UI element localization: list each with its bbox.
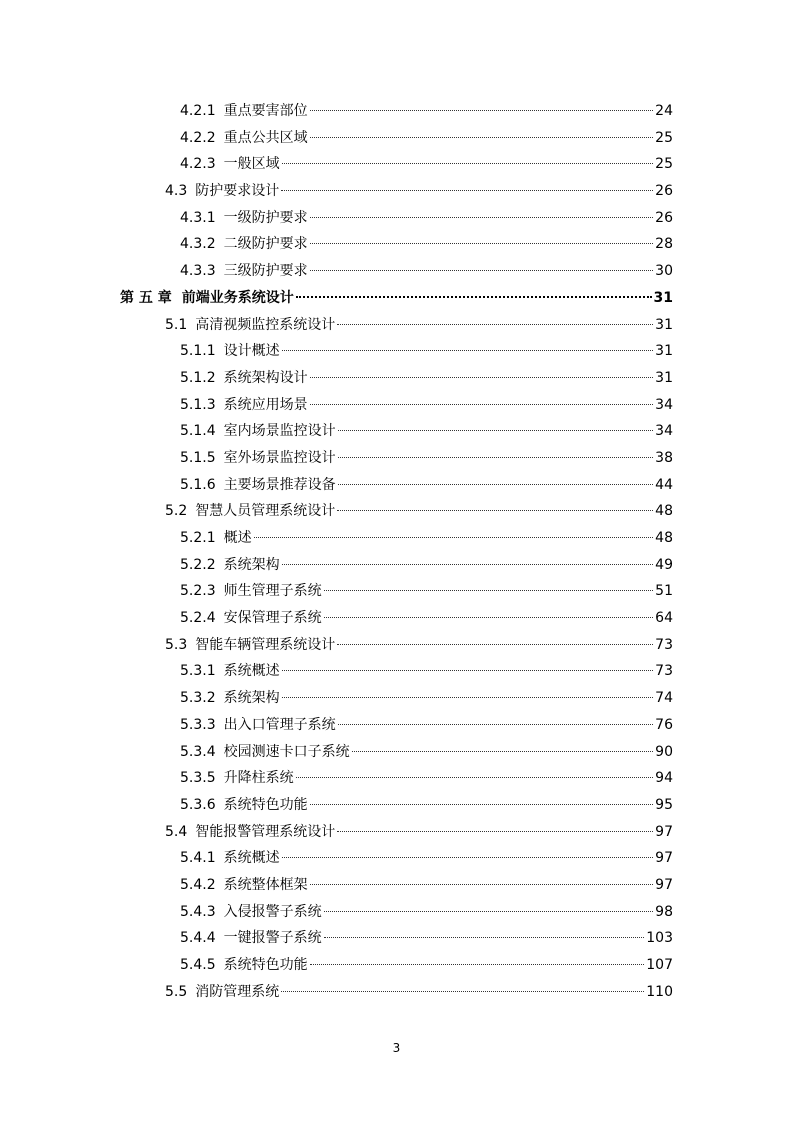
toc-entry-number: 5.1.1: [180, 343, 216, 360]
toc-entry-page: 98: [655, 903, 673, 920]
toc-entry-number: 5.3: [165, 636, 188, 653]
toc-entry-title: 安保管理子系统: [223, 610, 322, 627]
toc-entry-number: 5.1.6: [180, 476, 216, 493]
dot-leader: [310, 137, 654, 138]
toc-entry[interactable]: [0, 205, 793, 232]
toc-entry-number: 5.1.3: [180, 396, 216, 413]
toc-entry-number: 4.3.1: [180, 209, 216, 226]
toc-entry-page: 31: [655, 369, 673, 386]
toc-entry-title: 系统架构: [223, 556, 280, 573]
toc-entry-title: 系统应用场景: [223, 396, 308, 413]
toc-entry-title: 出入口管理子系统: [223, 716, 336, 733]
toc-entry-number: 5.2.2: [180, 556, 216, 573]
toc-entry-page: 38: [655, 449, 673, 466]
toc-entry-page: 28: [655, 236, 673, 253]
dot-leader: [310, 964, 645, 965]
toc-entry-page: 30: [655, 263, 673, 280]
toc-entry-page: 73: [655, 636, 673, 653]
toc-entry-title: 防护要求设计: [195, 183, 280, 200]
toc-entry-number: 5.3.1: [180, 663, 216, 680]
toc-entry-page: 73: [655, 663, 673, 680]
toc-entry-title: 系统架构: [223, 690, 280, 707]
toc-entry[interactable]: [0, 258, 793, 285]
toc-entry-title: 主要场景推荐设备: [223, 476, 336, 493]
toc-entry[interactable]: [0, 498, 793, 525]
toc-entry-page: 103: [646, 930, 673, 947]
toc-entry-number: 第 五 章: [120, 289, 172, 306]
toc-entry[interactable]: [0, 925, 793, 952]
toc-entry[interactable]: [0, 685, 793, 712]
toc-entry[interactable]: [0, 231, 793, 258]
toc-entry-number: 5.3.6: [180, 796, 216, 813]
toc-entry-title: 系统概述: [223, 663, 280, 680]
toc-entry-title: 系统特色功能: [223, 796, 308, 813]
toc-entry-title: 三级防护要求: [223, 263, 308, 280]
toc-entry-number: 5.4.1: [180, 850, 216, 867]
toc-entry-number: 5.4.4: [180, 930, 216, 947]
toc-entry-title: 系统架构设计: [223, 369, 308, 386]
toc-entry-page: 95: [655, 796, 673, 813]
toc-entry-number: 5.4: [165, 823, 188, 840]
toc-entry[interactable]: [0, 739, 793, 766]
dot-leader: [338, 430, 654, 431]
toc-entry-number: 5.5: [165, 983, 188, 1000]
toc-entry-page: 107: [646, 957, 673, 973]
toc-entry[interactable]: [0, 525, 793, 552]
toc-entry-title: 一键报警子系统: [223, 930, 322, 947]
toc-entry-title: 系统特色功能: [223, 957, 308, 973]
toc-entry-page: 74: [655, 690, 673, 707]
toc-entry[interactable]: [0, 312, 793, 339]
toc-entry-title: 一般区域: [223, 156, 280, 173]
toc-entry-title: 高清视频监控系统设计: [195, 316, 336, 333]
toc-entry-title: 概述: [223, 530, 252, 546]
toc-entry-title: 消防管理系统: [195, 983, 280, 1000]
toc-entry-page: 97: [655, 823, 673, 840]
dot-leader: [338, 724, 654, 725]
toc-entry[interactable]: [0, 658, 793, 685]
toc-entry[interactable]: [0, 285, 793, 312]
toc-entry-title: 前端业务系统设计: [181, 289, 294, 306]
toc-entry[interactable]: [0, 872, 793, 899]
dot-leader: [310, 377, 654, 378]
toc-entry-page: 26: [655, 183, 673, 200]
toc-entry-page: 76: [655, 716, 673, 733]
toc-entry[interactable]: [0, 552, 793, 579]
toc-entry-title: 室外场景监控设计: [223, 449, 336, 466]
dot-leader: [282, 350, 654, 351]
toc-entry-title: 智慧人员管理系统设计: [195, 503, 336, 520]
toc-entry-page: 44: [655, 476, 673, 493]
toc-entry[interactable]: [0, 445, 793, 472]
toc-entry-title: 校园测速卡口子系统: [223, 743, 350, 760]
dot-leader: [324, 617, 654, 618]
toc-entry-page: 24: [655, 103, 673, 119]
toc-entry-number: 5.1.2: [180, 369, 216, 386]
toc-entry-title: 二级防护要求: [223, 236, 308, 253]
toc-entry-number: 5.3.2: [180, 690, 216, 707]
toc-entry-title: 升降柱系统: [223, 770, 294, 787]
toc-entry-number: 5.3.3: [180, 716, 216, 733]
toc-entry-number: 5.3.5: [180, 770, 216, 787]
dot-leader: [296, 777, 654, 778]
toc-entry-page: 48: [655, 530, 673, 546]
toc-entry-page: 34: [655, 423, 673, 440]
dot-leader: [337, 831, 653, 832]
toc-entry[interactable]: [0, 365, 793, 392]
toc-entry-number: 5.2.4: [180, 610, 216, 627]
dot-leader: [337, 324, 653, 325]
toc-entry-number: 5.4.3: [180, 903, 216, 920]
dot-leader: [282, 857, 654, 858]
toc-entry-title: 智能报警管理系统设计: [195, 823, 336, 840]
toc-entry[interactable]: [0, 125, 793, 152]
toc-entry[interactable]: [0, 899, 793, 926]
dot-leader: [281, 190, 653, 191]
dot-leader: [324, 937, 645, 938]
toc-entry[interactable]: [0, 98, 793, 125]
toc-entry-title: 系统概述: [223, 850, 280, 867]
toc-entry-number: 5.4.5: [180, 957, 216, 973]
toc-entry-number: 5.4.2: [180, 876, 216, 893]
dot-leader: [296, 296, 652, 298]
toc-entry-title: 入侵报警子系统: [223, 903, 322, 920]
toc-entry-page: 51: [655, 583, 673, 600]
page-number: 3: [392, 1041, 401, 1055]
toc-entry-page: 90: [655, 743, 673, 760]
toc-entry[interactable]: [0, 845, 793, 872]
toc-entry-page: 97: [655, 850, 673, 867]
toc-entry-page: 110: [646, 983, 673, 1000]
toc-entry-number: 4.2.1: [180, 103, 216, 119]
dot-leader: [310, 270, 654, 271]
toc-entry[interactable]: [0, 792, 793, 819]
toc-entry-page: 31: [655, 343, 673, 360]
toc-entry-number: 4.3: [165, 183, 188, 200]
toc-entry[interactable]: [0, 578, 793, 605]
toc-entry-title: 智能车辆管理系统设计: [195, 636, 336, 653]
dot-leader: [282, 697, 654, 698]
dot-leader: [310, 110, 654, 111]
toc-entry[interactable]: [0, 765, 793, 792]
toc-entry-number: 4.3.3: [180, 263, 216, 280]
dot-leader: [282, 564, 654, 565]
dot-leader: [310, 404, 654, 405]
toc-entry-number: 5.1.5: [180, 449, 216, 466]
toc-entry[interactable]: [0, 819, 793, 846]
dot-leader: [337, 644, 653, 645]
toc-entry-page: 49: [655, 556, 673, 573]
toc-entry-number: 5.2.1: [180, 530, 216, 546]
dot-leader: [282, 163, 654, 164]
toc-entry-number: 5.2: [165, 503, 188, 520]
toc-entry-title: 系统整体框架: [223, 876, 308, 893]
dot-leader: [310, 243, 654, 244]
toc-entry-title: 重点公共区域: [223, 129, 308, 146]
toc-entry[interactable]: [0, 952, 793, 979]
dot-leader: [338, 484, 654, 485]
toc-entry-page: 26: [655, 209, 673, 226]
dot-leader: [310, 217, 654, 218]
toc-entry-page: 64: [655, 610, 673, 627]
dot-leader: [281, 991, 644, 992]
toc-entry-page: 34: [655, 396, 673, 413]
dot-leader: [338, 457, 654, 458]
toc-entry-title: 一级防护要求: [223, 209, 308, 226]
toc-entry-number: 4.2.3: [180, 156, 216, 173]
dot-leader: [324, 590, 654, 591]
dot-leader: [310, 804, 654, 805]
toc-entry-title: 师生管理子系统: [223, 583, 322, 600]
toc-entry-page: 25: [655, 129, 673, 146]
toc-entry-number: 5.3.4: [180, 743, 216, 760]
toc-entry[interactable]: [0, 712, 793, 739]
dot-leader: [337, 510, 653, 511]
toc-entry[interactable]: [0, 632, 793, 659]
toc-entry-number: 4.3.2: [180, 236, 216, 253]
toc-entry-title: 设计概述: [223, 343, 280, 360]
toc-entry[interactable]: [0, 472, 793, 499]
toc-entry-number: 5.2.3: [180, 583, 216, 600]
toc-entry-page: 94: [655, 770, 673, 787]
toc-entry[interactable]: [0, 178, 793, 205]
toc-entry[interactable]: [0, 151, 793, 178]
toc-entry-page: 48: [655, 503, 673, 520]
toc-entry[interactable]: [0, 392, 793, 419]
toc-entry-number: 4.2.2: [180, 129, 216, 146]
dot-leader: [282, 670, 654, 671]
table-of-contents: [0, 98, 793, 1005]
toc-entry[interactable]: [0, 605, 793, 632]
toc-entry-page: 31: [653, 289, 673, 306]
toc-entry-title: 室内场景监控设计: [223, 423, 336, 440]
toc-entry-title: 重点要害部位: [223, 103, 308, 119]
toc-entry[interactable]: [0, 418, 793, 445]
dot-leader: [324, 911, 654, 912]
toc-entry-page: 97: [655, 876, 673, 893]
dot-leader: [310, 884, 654, 885]
dot-leader: [254, 537, 654, 538]
toc-entry[interactable]: [0, 338, 793, 365]
toc-entry-number: 5.1.4: [180, 423, 216, 440]
toc-entry-number: 5.1: [165, 316, 188, 333]
toc-entry[interactable]: [0, 979, 793, 1006]
toc-entry-page: 25: [655, 156, 673, 173]
dot-leader: [352, 751, 654, 752]
toc-entry-page: 31: [655, 316, 673, 333]
